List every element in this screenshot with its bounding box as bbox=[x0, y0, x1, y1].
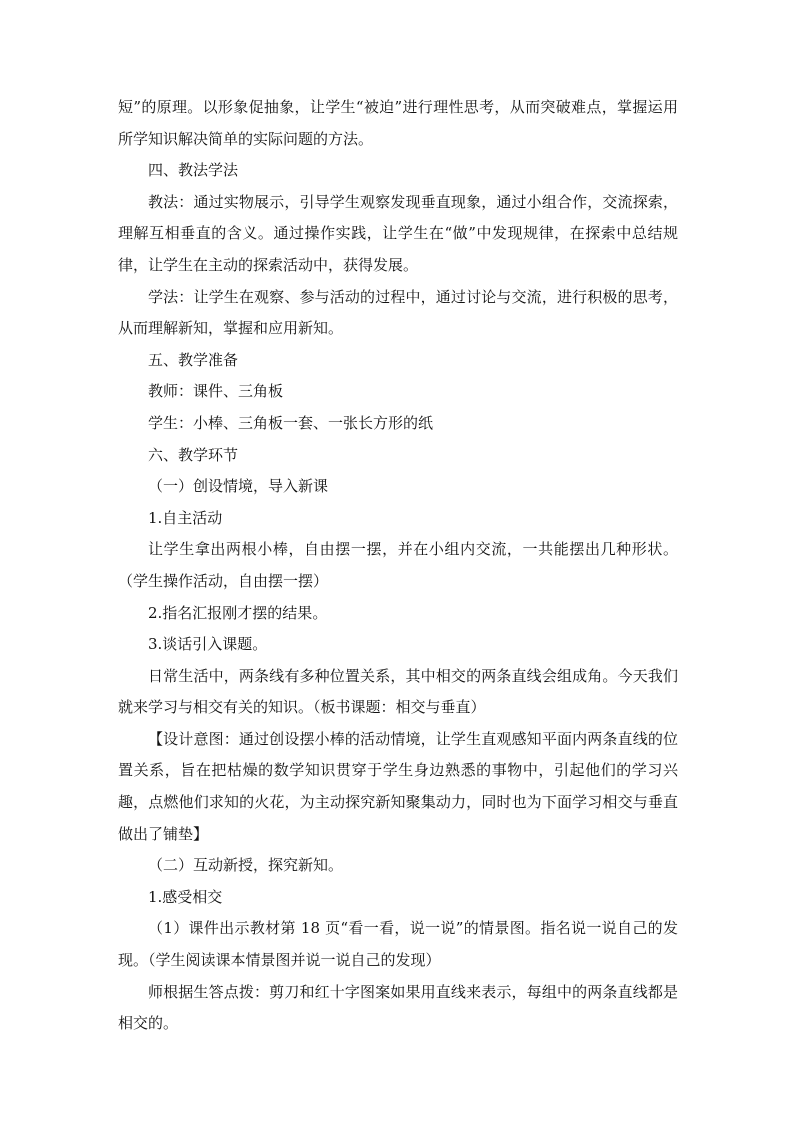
item-feel-intersection: 1.感受相交 bbox=[148, 887, 223, 906]
subheading-interactive-teaching: （二）互动新授，探究新知。 bbox=[148, 856, 344, 875]
section-heading-preparation: 五、教学准备 bbox=[148, 350, 239, 369]
paragraph-teacher-guidance: 师根据生答点拨：剪刀和红十字图案如果用直线来表示，每组中的两条直线都是相交的。 bbox=[118, 982, 678, 1033]
section-heading-teaching-methods: 四、教法学法 bbox=[148, 161, 239, 180]
section-heading-teaching-steps: 六、教学环节 bbox=[148, 445, 239, 464]
item-self-activity: 1.自主活动 bbox=[148, 508, 223, 527]
paragraph-student-materials: 学生：小棒、三角板一套、一张长方形的纸 bbox=[148, 413, 434, 432]
document-body bbox=[118, 92, 678, 1040]
paragraph-daily-life-lines: 日常生活中，两条线有多种位置关系，其中相交的两条直线会组成角。今天我们就来学习与相交有关的知识。（板书课题：相交与垂直） bbox=[118, 666, 678, 717]
paragraph-teacher-materials: 教师：课件、三角板 bbox=[148, 382, 284, 401]
paragraph-courseware-scene: （1）课件出示教材第 18 页“看一看，说一说”的情景图。指名说一说自己的发现。（学生阅读课本情景图并说一说自己的发现） bbox=[118, 919, 678, 970]
item-report-results: 2.指名汇报刚才摆的结果。 bbox=[148, 603, 328, 622]
paragraph-teaching-method: 教法：通过实物展示，引导学生观察发现垂直现象，通过小组合作，交流探索，理解互相垂直的含义。通过操作实践，让学生在“做”中发现规律，在探索中总结规律，让学生在主动的探索活动中，获得发展。 bbox=[118, 192, 678, 274]
paragraph-learning-method: 学法：让学生在观察、参与活动的过程中，通过讨论与交流，进行积极的思考，从而理解新知，掌握和应用新知。 bbox=[118, 287, 678, 338]
paragraph-design-intent: 【设计意图：通过创设摆小棒的活动情境，让学生直观感知平面内两条直线的位置关系，旨在把枯燥的数学知识贯穿于学生身边熟悉的事物中，引起他们的学习兴趣，点燃他们求知的火花，为主动探究新知聚集动力，同时也为下面学习相交与垂直做出了铺垫】 bbox=[118, 729, 678, 843]
paragraph-continuation: 短”的原理。以形象促抽象，让学生“被迫”进行理性思考，从而突破难点，掌握运用所学知识解决简单的实际问题的方法。 bbox=[118, 98, 678, 148]
item-introduce-topic: 3.谈话引入课题。 bbox=[148, 635, 268, 654]
paragraph-sticks-activity: 让学生拿出两根小棒，自由摆一摆，并在小组内交流，一共能摆出几种形状。（学生操作活动，自由摆一摆） bbox=[118, 540, 678, 590]
subheading-create-situation: （一）创设情境，导入新课 bbox=[148, 477, 329, 496]
